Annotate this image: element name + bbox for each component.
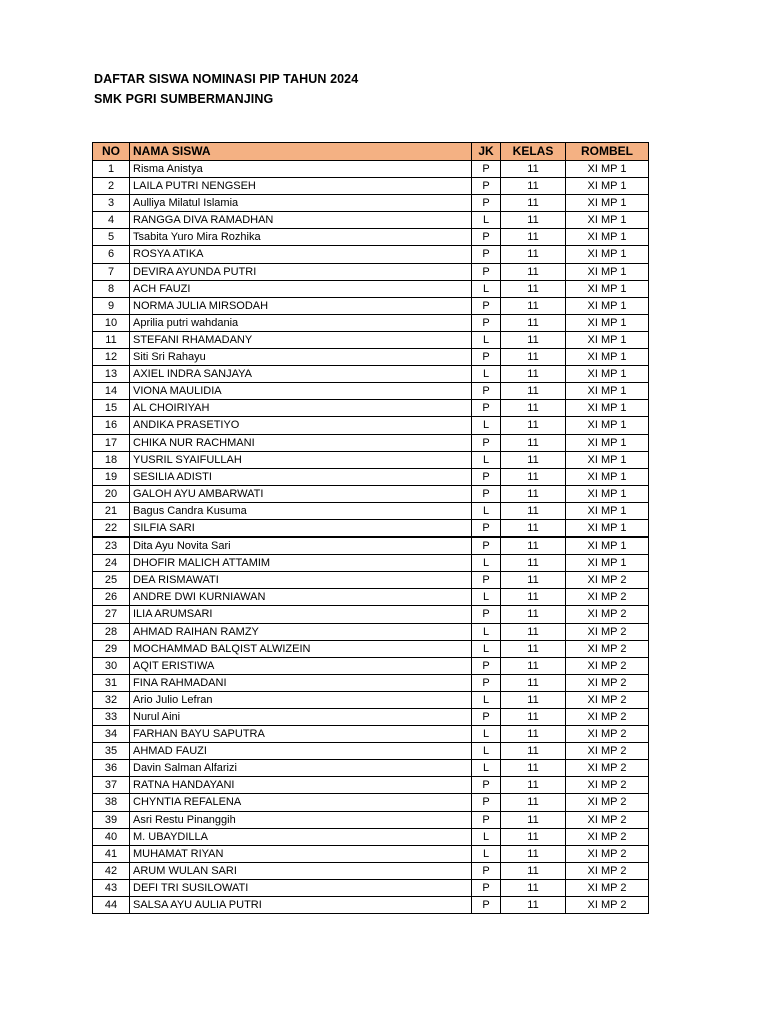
cell-rombel: XI MP 1	[566, 246, 649, 263]
cell-no: 8	[93, 280, 130, 297]
cell-jk: P	[472, 195, 501, 212]
cell-rombel: XI MP 1	[566, 485, 649, 502]
cell-no: 41	[93, 845, 130, 862]
cell-name: GALOH AYU AMBARWATI	[130, 485, 472, 502]
cell-jk: L	[472, 212, 501, 229]
cell-no: 19	[93, 468, 130, 485]
cell-jk: L	[472, 828, 501, 845]
cell-rombel: XI MP 2	[566, 709, 649, 726]
table-row	[93, 366, 649, 383]
column-header-jk: JK	[472, 143, 501, 161]
cell-kelas: 11	[501, 555, 566, 572]
cell-kelas: 11	[501, 726, 566, 743]
table-header-row	[93, 143, 649, 161]
cell-name: AXIEL INDRA SANJAYA	[130, 366, 472, 383]
table-row	[93, 537, 649, 555]
cell-no: 15	[93, 400, 130, 417]
cell-no: 27	[93, 606, 130, 623]
cell-kelas: 11	[501, 434, 566, 451]
cell-name: Risma Anistya	[130, 161, 472, 178]
document-title: DAFTAR SISWA NOMINASI PIP TAHUN 2024	[94, 72, 359, 86]
cell-rombel: XI MP 2	[566, 657, 649, 674]
cell-no: 24	[93, 555, 130, 572]
cell-jk: P	[472, 400, 501, 417]
cell-no: 1	[93, 161, 130, 178]
table-row	[93, 777, 649, 794]
cell-rombel: XI MP 1	[566, 195, 649, 212]
cell-no: 36	[93, 760, 130, 777]
cell-no: 9	[93, 297, 130, 314]
cell-rombel: XI MP 1	[566, 349, 649, 366]
cell-rombel: XI MP 1	[566, 383, 649, 400]
cell-kelas: 11	[501, 811, 566, 828]
cell-jk: L	[472, 845, 501, 862]
table-row	[93, 879, 649, 896]
cell-kelas: 11	[501, 828, 566, 845]
cell-no: 42	[93, 862, 130, 879]
cell-rombel: XI MP 2	[566, 845, 649, 862]
cell-no: 40	[93, 828, 130, 845]
cell-jk: P	[472, 434, 501, 451]
cell-no: 35	[93, 743, 130, 760]
cell-no: 6	[93, 246, 130, 263]
cell-jk: L	[472, 555, 501, 572]
cell-name: Dita Ayu Novita Sari	[130, 537, 472, 555]
cell-name: RATNA HANDAYANI	[130, 777, 472, 794]
cell-name: LAILA PUTRI NENGSEH	[130, 178, 472, 195]
cell-rombel: XI MP 1	[566, 468, 649, 485]
cell-kelas: 11	[501, 331, 566, 348]
cell-no: 28	[93, 623, 130, 640]
cell-name: ACH FAUZI	[130, 280, 472, 297]
cell-no: 3	[93, 195, 130, 212]
table-row	[93, 400, 649, 417]
cell-jk: P	[472, 178, 501, 195]
cell-name: SILFIA SARI	[130, 519, 472, 537]
cell-no: 4	[93, 212, 130, 229]
cell-jk: L	[472, 743, 501, 760]
cell-rombel: XI MP 2	[566, 572, 649, 589]
cell-kelas: 11	[501, 366, 566, 383]
cell-rombel: XI MP 1	[566, 519, 649, 537]
table-row	[93, 434, 649, 451]
cell-rombel: XI MP 1	[566, 297, 649, 314]
cell-kelas: 11	[501, 709, 566, 726]
cell-kelas: 11	[501, 229, 566, 246]
cell-name: ROSYA ATIKA	[130, 246, 472, 263]
cell-jk: P	[472, 794, 501, 811]
cell-name: NORMA JULIA MIRSODAH	[130, 297, 472, 314]
cell-name: VIONA MAULIDIA	[130, 383, 472, 400]
cell-no: 7	[93, 263, 130, 280]
table-row	[93, 589, 649, 606]
table-row	[93, 195, 649, 212]
column-header-rombel: ROMBEL	[566, 143, 649, 161]
cell-name: DEVIRA AYUNDA PUTRI	[130, 263, 472, 280]
cell-rombel: XI MP 1	[566, 280, 649, 297]
cell-name: SALSA AYU AULIA PUTRI	[130, 897, 472, 914]
table-row	[93, 555, 649, 572]
cell-rombel: XI MP 1	[566, 537, 649, 555]
cell-no: 21	[93, 502, 130, 519]
cell-kelas: 11	[501, 640, 566, 657]
cell-rombel: XI MP 1	[566, 161, 649, 178]
table-row	[93, 502, 649, 519]
table-row	[93, 606, 649, 623]
cell-no: 34	[93, 726, 130, 743]
cell-kelas: 11	[501, 657, 566, 674]
cell-no: 2	[93, 178, 130, 195]
cell-name: Bagus Candra Kusuma	[130, 502, 472, 519]
cell-rombel: XI MP 2	[566, 589, 649, 606]
cell-name: DEA RISMAWATI	[130, 572, 472, 589]
table-row	[93, 811, 649, 828]
cell-jk: P	[472, 811, 501, 828]
cell-no: 13	[93, 366, 130, 383]
cell-name: RANGGA DIVA RAMADHAN	[130, 212, 472, 229]
table-row	[93, 709, 649, 726]
cell-kelas: 11	[501, 400, 566, 417]
table-row	[93, 331, 649, 348]
cell-kelas: 11	[501, 879, 566, 896]
cell-kelas: 11	[501, 246, 566, 263]
table-row	[93, 246, 649, 263]
cell-jk: P	[472, 297, 501, 314]
cell-name: FARHAN BAYU SAPUTRA	[130, 726, 472, 743]
cell-rombel: XI MP 2	[566, 674, 649, 691]
cell-no: 37	[93, 777, 130, 794]
table-row	[93, 845, 649, 862]
cell-jk: P	[472, 709, 501, 726]
cell-name: FINA RAHMADANI	[130, 674, 472, 691]
cell-kelas: 11	[501, 537, 566, 555]
cell-rombel: XI MP 1	[566, 400, 649, 417]
cell-kelas: 11	[501, 691, 566, 708]
cell-jk: P	[472, 161, 501, 178]
cell-jk: P	[472, 862, 501, 879]
cell-no: 44	[93, 897, 130, 914]
cell-name: DHOFIR MALICH ATTAMIM	[130, 555, 472, 572]
table-row	[93, 657, 649, 674]
cell-no: 5	[93, 229, 130, 246]
table-row	[93, 794, 649, 811]
cell-jk: L	[472, 280, 501, 297]
cell-jk: P	[472, 246, 501, 263]
cell-name: STEFANI RHAMADANY	[130, 331, 472, 348]
cell-rombel: XI MP 1	[566, 555, 649, 572]
table-row	[93, 640, 649, 657]
column-header-kelas: KELAS	[501, 143, 566, 161]
table-row	[93, 297, 649, 314]
cell-jk: P	[472, 879, 501, 896]
cell-kelas: 11	[501, 178, 566, 195]
cell-name: CHYNTIA REFALENA	[130, 794, 472, 811]
cell-kelas: 11	[501, 297, 566, 314]
cell-rombel: XI MP 2	[566, 777, 649, 794]
cell-name: Tsabita Yuro Mira Rozhika	[130, 229, 472, 246]
table-row	[93, 212, 649, 229]
cell-rombel: XI MP 1	[566, 229, 649, 246]
cell-rombel: XI MP 1	[566, 178, 649, 195]
cell-kelas: 11	[501, 606, 566, 623]
cell-name: ANDRE DWI KURNIAWAN	[130, 589, 472, 606]
cell-kelas: 11	[501, 623, 566, 640]
cell-rombel: XI MP 2	[566, 862, 649, 879]
cell-name: CHIKA NUR RACHMANI	[130, 434, 472, 451]
table-row	[93, 451, 649, 468]
cell-jk: P	[472, 485, 501, 502]
cell-rombel: XI MP 1	[566, 502, 649, 519]
cell-jk: L	[472, 589, 501, 606]
cell-rombel: XI MP 2	[566, 743, 649, 760]
cell-jk: L	[472, 623, 501, 640]
cell-kelas: 11	[501, 212, 566, 229]
table-row	[93, 674, 649, 691]
cell-kelas: 11	[501, 519, 566, 537]
cell-kelas: 11	[501, 314, 566, 331]
cell-no: 39	[93, 811, 130, 828]
cell-jk: P	[472, 897, 501, 914]
cell-jk: P	[472, 519, 501, 537]
cell-name: MOCHAMMAD BALQIST ALWIZEIN	[130, 640, 472, 657]
cell-kelas: 11	[501, 777, 566, 794]
cell-no: 12	[93, 349, 130, 366]
table-row	[93, 743, 649, 760]
cell-kelas: 11	[501, 572, 566, 589]
table-row	[93, 726, 649, 743]
cell-no: 11	[93, 331, 130, 348]
cell-name: AHMAD FAUZI	[130, 743, 472, 760]
cell-name: AL CHOIRIYAH	[130, 400, 472, 417]
cell-jk: P	[472, 657, 501, 674]
cell-no: 43	[93, 879, 130, 896]
cell-rombel: XI MP 2	[566, 760, 649, 777]
cell-jk: L	[472, 451, 501, 468]
cell-kelas: 11	[501, 845, 566, 862]
cell-kelas: 11	[501, 794, 566, 811]
cell-no: 29	[93, 640, 130, 657]
cell-jk: P	[472, 777, 501, 794]
cell-jk: P	[472, 674, 501, 691]
cell-name: ARUM WULAN SARI	[130, 862, 472, 879]
cell-no: 22	[93, 519, 130, 537]
cell-rombel: XI MP 1	[566, 434, 649, 451]
cell-name: M. UBAYDILLA	[130, 828, 472, 845]
cell-kelas: 11	[501, 263, 566, 280]
table-row	[93, 229, 649, 246]
cell-rombel: XI MP 1	[566, 331, 649, 348]
cell-jk: P	[472, 229, 501, 246]
cell-no: 25	[93, 572, 130, 589]
cell-rombel: XI MP 2	[566, 726, 649, 743]
table-row	[93, 691, 649, 708]
cell-name: DEFI TRI SUSILOWATI	[130, 879, 472, 896]
cell-kelas: 11	[501, 417, 566, 434]
cell-no: 14	[93, 383, 130, 400]
cell-kelas: 11	[501, 743, 566, 760]
cell-rombel: XI MP 2	[566, 811, 649, 828]
table-row	[93, 519, 649, 537]
table-row	[93, 485, 649, 502]
cell-rombel: XI MP 1	[566, 417, 649, 434]
table-row	[93, 572, 649, 589]
table-row	[93, 897, 649, 914]
cell-kelas: 11	[501, 502, 566, 519]
table-row	[93, 862, 649, 879]
cell-rombel: XI MP 1	[566, 366, 649, 383]
column-header-name: NAMA SISWA	[130, 143, 472, 161]
cell-rombel: XI MP 2	[566, 794, 649, 811]
cell-name: Ario Julio Lefran	[130, 691, 472, 708]
cell-name: Nurul Aini	[130, 709, 472, 726]
cell-kelas: 11	[501, 485, 566, 502]
cell-name: AHMAD RAIHAN RAMZY	[130, 623, 472, 640]
cell-kelas: 11	[501, 760, 566, 777]
cell-jk: L	[472, 331, 501, 348]
cell-kelas: 11	[501, 468, 566, 485]
cell-no: 16	[93, 417, 130, 434]
cell-jk: P	[472, 468, 501, 485]
table-row	[93, 383, 649, 400]
cell-jk: L	[472, 502, 501, 519]
cell-name: Davin Salman Alfarizi	[130, 760, 472, 777]
cell-name: AQIT ERISTIWA	[130, 657, 472, 674]
cell-kelas: 11	[501, 451, 566, 468]
cell-kelas: 11	[501, 589, 566, 606]
cell-rombel: XI MP 2	[566, 640, 649, 657]
table-row	[93, 349, 649, 366]
cell-no: 26	[93, 589, 130, 606]
table-row	[93, 623, 649, 640]
table-row	[93, 828, 649, 845]
table-row	[93, 178, 649, 195]
cell-rombel: XI MP 2	[566, 897, 649, 914]
cell-name: YUSRIL SYAIFULLAH	[130, 451, 472, 468]
cell-jk: L	[472, 366, 501, 383]
cell-jk: P	[472, 572, 501, 589]
cell-kelas: 11	[501, 161, 566, 178]
cell-jk: L	[472, 640, 501, 657]
cell-no: 23	[93, 537, 130, 555]
cell-no: 20	[93, 485, 130, 502]
cell-name: Aprilia putri wahdania	[130, 314, 472, 331]
cell-kelas: 11	[501, 862, 566, 879]
cell-no: 10	[93, 314, 130, 331]
cell-no: 18	[93, 451, 130, 468]
table-row	[93, 314, 649, 331]
cell-rombel: XI MP 2	[566, 691, 649, 708]
cell-kelas: 11	[501, 674, 566, 691]
cell-rombel: XI MP 2	[566, 828, 649, 845]
cell-jk: P	[472, 383, 501, 400]
cell-name: ILIA ARUMSARI	[130, 606, 472, 623]
cell-jk: P	[472, 263, 501, 280]
cell-jk: L	[472, 760, 501, 777]
table-row	[93, 417, 649, 434]
cell-no: 32	[93, 691, 130, 708]
cell-name: MUHAMAT RIYAN	[130, 845, 472, 862]
cell-name: ANDIKA PRASETIYO	[130, 417, 472, 434]
cell-no: 33	[93, 709, 130, 726]
cell-rombel: XI MP 1	[566, 314, 649, 331]
cell-no: 38	[93, 794, 130, 811]
cell-name: SESILIA ADISTI	[130, 468, 472, 485]
cell-jk: P	[472, 349, 501, 366]
table-row	[93, 760, 649, 777]
table-row	[93, 280, 649, 297]
cell-name: Asri Restu Pinanggih	[130, 811, 472, 828]
cell-jk: P	[472, 606, 501, 623]
cell-name: Aulliya Milatul Islamia	[130, 195, 472, 212]
cell-kelas: 11	[501, 897, 566, 914]
cell-rombel: XI MP 2	[566, 879, 649, 896]
cell-kelas: 11	[501, 195, 566, 212]
cell-jk: L	[472, 417, 501, 434]
cell-rombel: XI MP 1	[566, 263, 649, 280]
cell-name: Siti Sri Rahayu	[130, 349, 472, 366]
cell-jk: L	[472, 726, 501, 743]
table-row	[93, 263, 649, 280]
cell-rombel: XI MP 2	[566, 623, 649, 640]
cell-no: 30	[93, 657, 130, 674]
cell-jk: L	[472, 691, 501, 708]
cell-kelas: 11	[501, 349, 566, 366]
cell-no: 17	[93, 434, 130, 451]
cell-jk: P	[472, 537, 501, 555]
student-table	[92, 142, 649, 914]
school-name: SMK PGRI SUMBERMANJING	[94, 92, 274, 106]
cell-no: 31	[93, 674, 130, 691]
cell-rombel: XI MP 2	[566, 606, 649, 623]
table-row	[93, 161, 649, 178]
table-row	[93, 468, 649, 485]
cell-kelas: 11	[501, 383, 566, 400]
column-header-no: NO	[93, 143, 130, 161]
cell-jk: P	[472, 314, 501, 331]
cell-rombel: XI MP 1	[566, 451, 649, 468]
cell-kelas: 11	[501, 280, 566, 297]
cell-rombel: XI MP 1	[566, 212, 649, 229]
